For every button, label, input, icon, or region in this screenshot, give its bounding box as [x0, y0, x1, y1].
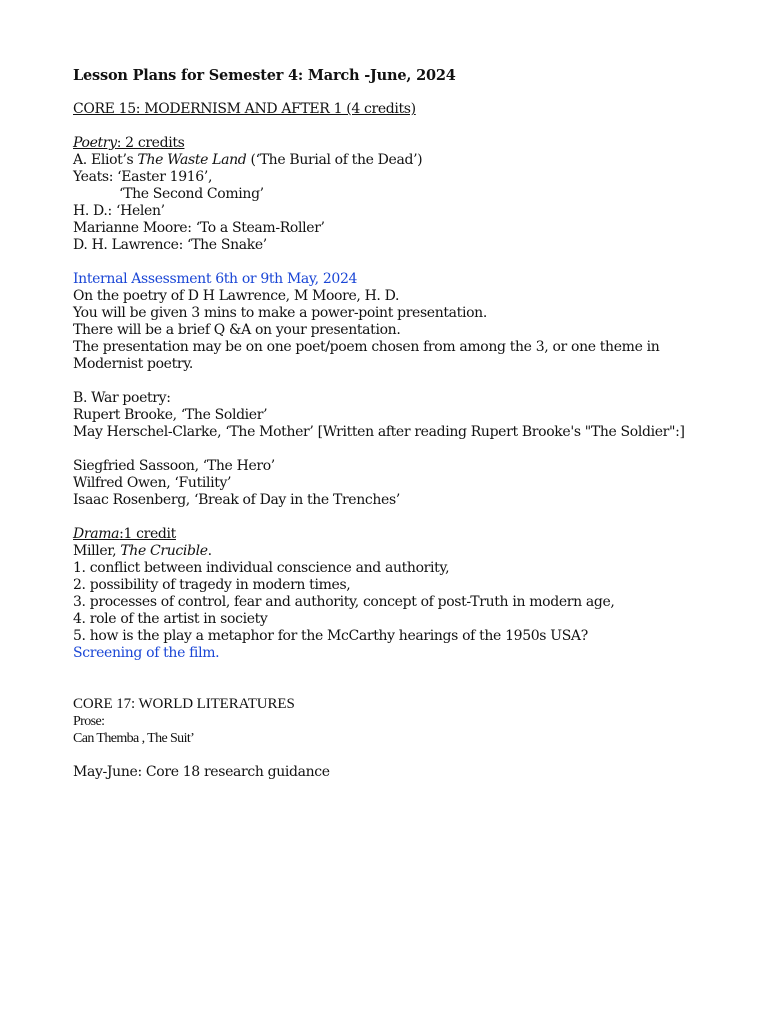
poetry-item-yeats-2: ‘The Second Coming’ — [119, 186, 264, 202]
war-poetry-section — [73, 390, 753, 509]
play-prefix: Miller, — [73, 543, 121, 559]
assessment-line: On the poetry of D H Lawrence, M Moore, H. D. — [73, 288, 400, 304]
drama-topic: 5. how is the play a metaphor for the McCarthy hearings of the 1950s USA? — [73, 628, 588, 644]
drama-heading — [73, 526, 753, 543]
page-title: Lesson Plans for Semester 4: March -June, 2024 — [73, 67, 456, 84]
drama-play — [73, 543, 753, 560]
assessment-section — [73, 271, 753, 373]
poetry-item-hd: H. D.: ‘Helen’ — [73, 203, 165, 219]
drama-label: Drama — [73, 526, 120, 542]
war-poetry-item: Siegfried Sassoon, ‘The Hero’ — [73, 458, 275, 474]
war-poetry-item: Rupert Brooke, ‘The Soldier’ — [73, 407, 268, 423]
war-poetry-item: May Herschel-Clarke, ‘The Mother’ [Written after reading Rupert Brooke's "The Soldier":] — [73, 424, 685, 440]
assessment-line: You will be given 3 mins to make a power-point presentation. — [73, 305, 487, 321]
poetry-item-moore: Marianne Moore: ‘To a Steam-Roller’ — [73, 220, 325, 236]
poetry-item-yeats-1: Yeats: ‘Easter 1916’, — [73, 169, 213, 185]
drama-topic: 4. role of the artist in society — [73, 611, 268, 627]
spacer — [73, 441, 753, 458]
drama-topic: 1. conflict between individual conscience and authority, — [73, 560, 450, 576]
poetry-label: Poetry — [73, 135, 117, 151]
prose-item: Can Themba , The Suit’ — [73, 731, 195, 746]
assessment-line: There will be a brief Q &A on your presentation. — [73, 322, 401, 338]
spacer — [73, 84, 753, 101]
spacer — [73, 509, 753, 526]
drama-topic: 3. processes of control, fear and authority, concept of post-Truth in modern age, — [73, 594, 615, 610]
spacer — [73, 747, 753, 764]
poetry-item-eliot — [73, 152, 753, 169]
poetry-section — [73, 135, 753, 254]
play-title: The Crucible — [120, 543, 208, 559]
assessment-line: The presentation may be on one poet/poem chosen from among the 3, or one theme in — [73, 339, 660, 355]
war-poetry-heading: B. War poetry: — [73, 390, 171, 406]
eliot-title: The Waste Land — [137, 152, 247, 168]
eliot-suffix: (‘The Burial of the Dead’) — [246, 152, 423, 168]
war-poetry-item: Isaac Rosenberg, ‘Break of Day in the Trenches’ — [73, 492, 400, 508]
poetry-credits: : 2 credits — [116, 135, 185, 151]
spacer — [73, 373, 753, 390]
screening-note: Screening of the film. — [73, 645, 220, 661]
assessment-heading: Internal Assessment 6th or 9th May, 2024 — [73, 271, 358, 287]
poetry-heading — [73, 135, 753, 152]
war-poetry-item: Wilfred Owen, ‘Futility’ — [73, 475, 232, 491]
spacer — [73, 679, 753, 696]
spacer — [73, 118, 753, 135]
drama-topic: 2. possibility of tragedy in modern times, — [73, 577, 351, 593]
prose-label: Prose: — [73, 714, 105, 729]
core15-heading: CORE 15: MODERNISM AND AFTER 1 (4 credits) — [73, 101, 416, 117]
core17-section — [73, 696, 753, 747]
poetry-item-lawrence: D. H. Lawrence: ‘The Snake’ — [73, 237, 267, 253]
core17-heading: CORE 17: WORLD LITERATURES — [73, 696, 295, 712]
eliot-prefix: A. Eliot’s — [73, 152, 138, 168]
drama-credits: :1 credit — [119, 526, 176, 542]
play-suffix: . — [207, 543, 212, 559]
spacer — [73, 662, 753, 679]
footer-note: May-June: Core 18 research guidance — [73, 764, 330, 780]
assessment-line: Modernist poetry. — [73, 356, 194, 372]
spacer — [73, 254, 753, 271]
document-page — [73, 67, 753, 781]
drama-section — [73, 526, 753, 662]
